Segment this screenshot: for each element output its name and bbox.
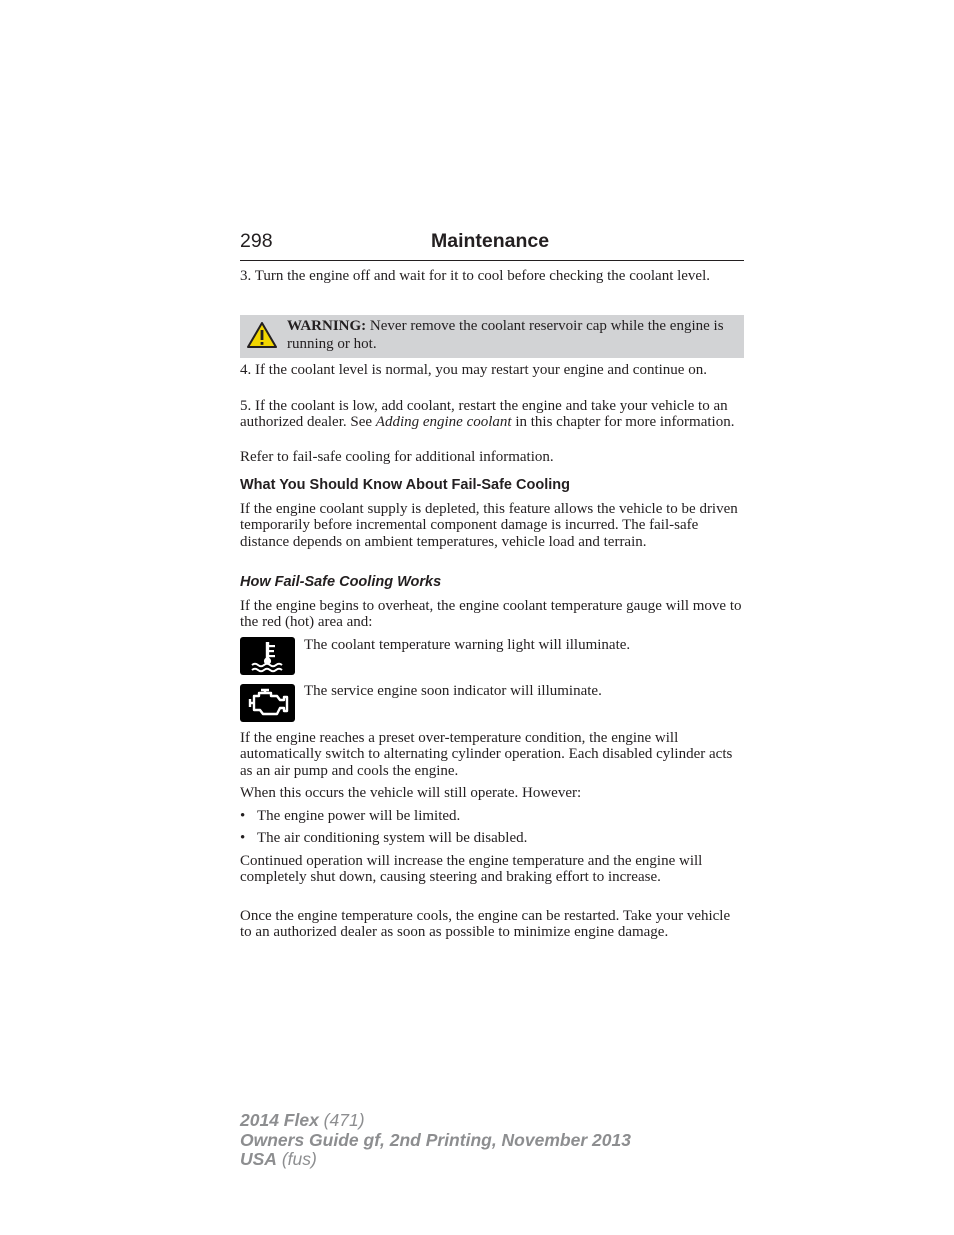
footer-guide-line: Owners Guide gf, 2nd Printing, November 2013 [240,1129,631,1150]
page-number: 298 [240,230,273,252]
engine-icon [240,684,295,722]
adding-engine-coolant-reference: Adding engine coolant [375,414,512,431]
overheat-intro: If the engine begins to overheat, the engine coolant temperature gauge will move to the red (hot) area and: [240,598,742,631]
coolant-light-text: The coolant temperature warning light will illuminate. [304,637,631,653]
section-heading-how-it-works: How Fail-Safe Cooling Works [240,574,442,590]
still-operate-text: When this occurs the vehicle will still operate. However: [240,785,582,801]
warning-label: WARNING: [287,318,367,334]
footer-model-line: 2014 Flex (471) [240,1110,365,1130]
footer [240,1111,631,1170]
coolant-temperature-icon [240,637,295,675]
warning-text [287,317,737,353]
warning-triangle-icon [246,321,278,349]
step-5-text [240,398,744,431]
restart-text: Once the engine temperature cools, the engine can be restarted. Take your vehicle to an authorized dealer as soon as possible to minimize engine damage. [240,908,731,941]
warning-box [240,315,744,358]
refer-text: Refer to fail-safe cooling for additional information. [240,449,554,465]
page-header [240,228,744,261]
continued-operation-text: Continued operation will increase the engine temperature and the engine will completely shut down, causing steering and braking effort to increase. [240,853,703,886]
step-5-after: in this chapter for more information. [511,414,735,431]
fail-safe-description: If the engine coolant supply is depleted, this feature allows the vehicle to be driven temporarily before incremental component damage is incurred. The fail-safe distance depends on ambient temperatures, vehicle load and terrain. [240,501,738,550]
warning-message: Never remove the coolant reservoir cap while the engine is running or hot. [287,318,724,352]
bullet-item: • The air conditioning system will be disabled. [240,830,528,846]
step-4-text: 4. If the coolant level is normal, you may restart your engine and continue on. [240,362,707,378]
chapter-title: Maintenance [431,230,550,252]
section-heading-fail-safe: What You Should Know About Fail-Safe Cooling [240,477,570,493]
engine-light-text: The service engine soon indicator will illuminate. [304,683,602,699]
step-3-text: 3. Turn the engine off and wait for it to cool before checking the coolant level. [240,268,711,284]
step-5-before: 5. If the coolant is low, add coolant, restart the engine and take your vehicle to an authorized dealer. See [240,398,728,431]
footer-region-line: USA (fus) [240,1149,317,1169]
over-temperature-text: If the engine reaches a preset over-temperature condition, the engine will automatically switch to alternating cylinder operation. Each disabled cylinder acts as an air pump and cools the engine. [240,730,733,779]
bullet-item: • The engine power will be limited. [240,808,461,824]
